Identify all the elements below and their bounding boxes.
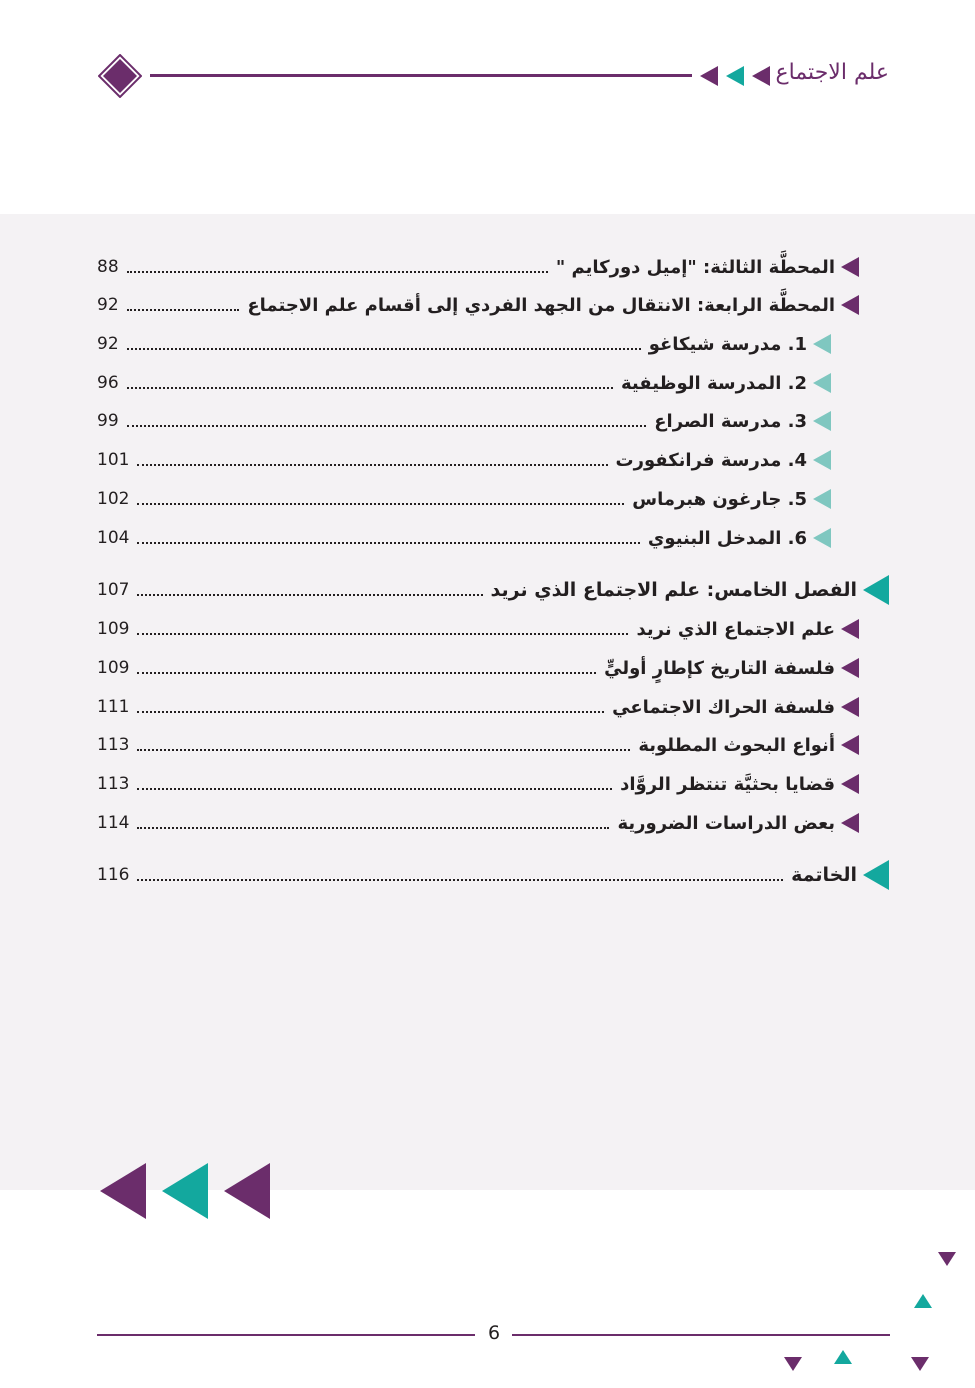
toc-leader-dots — [137, 749, 630, 751]
toc-entry[interactable] — [97, 445, 831, 475]
down-triangle-icon — [911, 1357, 929, 1371]
toc-entry-title: المحطَّة الثالثة: "إميل دوركايم " — [555, 256, 835, 278]
triangle-marker-icon — [841, 774, 859, 794]
up-triangle-icon — [914, 1294, 932, 1308]
triangle-marker-icon — [863, 860, 889, 890]
triangle-marker-icon — [813, 373, 831, 393]
toc-page-number: 101 — [97, 450, 130, 470]
header-arrows-icon — [700, 64, 780, 88]
down-triangle-icon — [938, 1252, 956, 1266]
toc-entry-title: 3. مدرسة الصراع — [654, 410, 807, 432]
toc-entry-title: 5. جارغون هبرماس — [632, 488, 807, 510]
toc-page-number: 111 — [97, 697, 130, 717]
toc-entry-title: فلسفة الحراك الاجتماعي — [612, 696, 835, 718]
footer-rule-right — [512, 1334, 890, 1336]
triangle-marker-icon — [813, 489, 831, 509]
toc-entry-title: قضايا بحثيَّة تنتظر الروَّاد — [620, 773, 835, 795]
triangle-marker-icon — [841, 619, 859, 639]
toc-entry-title: علم الاجتماع الذي نريد — [636, 618, 835, 640]
toc-entry[interactable] — [97, 252, 859, 282]
toc-leader-dots — [137, 672, 596, 674]
toc-page-number: 104 — [97, 528, 130, 548]
toc-leader-dots — [137, 827, 609, 829]
page-number: 6 — [487, 1322, 501, 1344]
toc-entry-title: فلسفة التاريخ كإطارٍ أوليٍّ — [604, 657, 835, 679]
toc-page-number: 109 — [97, 658, 130, 678]
toc-entry[interactable] — [97, 575, 889, 605]
toc-leader-dots — [137, 542, 639, 544]
toc-leader-dots — [137, 633, 628, 635]
toc-entry[interactable] — [97, 406, 831, 436]
header-arrow-3 — [752, 66, 770, 86]
toc-leader-dots — [137, 503, 624, 505]
triangle-marker-icon — [813, 450, 831, 470]
toc-page-number: 102 — [97, 489, 130, 509]
toc-page-number: 109 — [97, 619, 130, 639]
toc-page-number: 99 — [97, 411, 119, 431]
toc-leader-dots — [137, 711, 604, 713]
triangle-marker-icon — [841, 735, 859, 755]
footer-rule-left — [97, 1334, 475, 1336]
up-triangle-icon — [834, 1350, 852, 1364]
toc-entry-title: 6. المدخل البنيوي — [647, 527, 807, 549]
toc-entry[interactable] — [97, 614, 859, 644]
triangle-marker-icon — [841, 658, 859, 678]
header-title: علم الاجتماع — [775, 60, 889, 85]
triangle-marker-icon — [813, 334, 831, 354]
toc-page-number: 107 — [97, 580, 130, 600]
triangle-marker-icon — [841, 257, 859, 277]
toc-entry-title: الفصل الخامس: علم الاجتماع الذي نريد — [490, 579, 857, 601]
toc-entry-title: 4. مدرسة فرانكفورت — [615, 449, 807, 471]
toc-entry[interactable] — [97, 368, 831, 398]
header-rule — [150, 74, 692, 77]
toc-leader-dots — [127, 348, 641, 350]
triangle-marker-icon — [813, 411, 831, 431]
toc-leader-dots — [137, 879, 783, 881]
diamond-icon — [98, 54, 142, 98]
toc-entry[interactable] — [97, 769, 859, 799]
toc-page-number: 92 — [97, 334, 119, 354]
toc-entry-title: 1. مدرسة شيكاغو — [648, 333, 807, 355]
header-arrow-1 — [700, 66, 718, 86]
toc-entry-title: 2. المدرسة الوظيفية — [620, 372, 807, 394]
toc-page-number: 96 — [97, 373, 119, 393]
toc-entry-title: المحطَّة الرابعة: الانتقال من الجهد الفردي إلى أقسام علم الاجتماع — [247, 294, 835, 316]
toc-page-number: 88 — [97, 257, 119, 277]
toc-entry[interactable] — [97, 290, 859, 320]
toc-leader-dots — [127, 425, 647, 427]
triangle-marker-icon — [841, 295, 859, 315]
large-arrows-icon — [98, 1162, 273, 1220]
toc-page-number: 92 — [97, 295, 119, 315]
toc-page-number: 116 — [97, 865, 130, 885]
toc-page-number: 114 — [97, 813, 130, 833]
toc-leader-dots — [127, 309, 240, 311]
toc-entry[interactable] — [97, 484, 831, 514]
triangle-marker-icon — [863, 575, 889, 605]
toc-entry[interactable] — [97, 860, 889, 890]
triangle-marker-icon — [841, 697, 859, 717]
toc-entry[interactable] — [97, 730, 859, 760]
triangle-marker-icon — [841, 813, 859, 833]
toc-entry[interactable] — [97, 653, 859, 683]
down-triangle-icon — [784, 1357, 802, 1371]
toc-entry[interactable] — [97, 692, 859, 722]
toc-leader-dots — [127, 387, 613, 389]
toc-entry[interactable] — [97, 808, 859, 838]
toc-entry-title: بعض الدراسات الضرورية — [617, 812, 835, 834]
toc-entry-title: الخاتمة — [791, 864, 857, 886]
toc-page-number: 113 — [97, 774, 130, 794]
toc-leader-dots — [137, 594, 482, 596]
triangle-marker-icon — [813, 528, 831, 548]
toc-entry-title: أنواع البحوث المطلوبة — [638, 734, 835, 756]
toc-leader-dots — [137, 788, 612, 790]
toc-page-number: 113 — [97, 735, 130, 755]
header-arrow-2 — [726, 66, 744, 86]
toc-leader-dots — [137, 464, 607, 466]
toc-entry[interactable] — [97, 523, 831, 553]
toc-entry[interactable] — [97, 329, 831, 359]
toc-leader-dots — [127, 271, 548, 273]
